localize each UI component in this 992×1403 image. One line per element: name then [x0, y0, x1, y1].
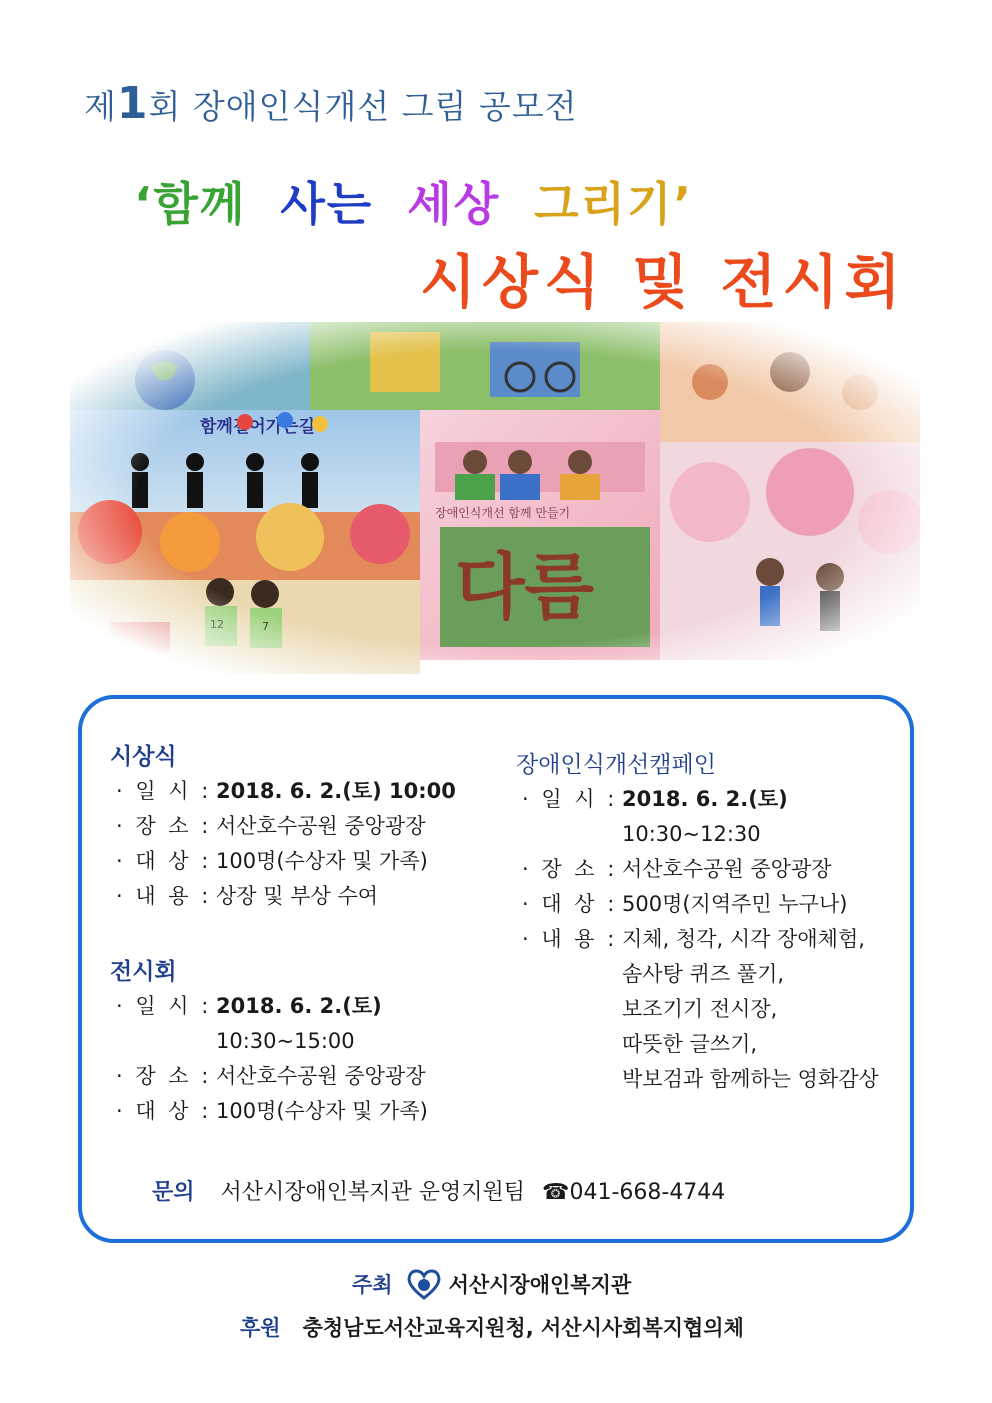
campaign-content-line: 따뜻한 글쓰기,: [622, 1032, 758, 1056]
exhibition-target-row: · 대 상 : 100명(수상자 및 가족): [116, 1099, 428, 1123]
campaign-content-line: 박보검과 함께하는 영화감상: [622, 1067, 879, 1091]
contact-label: 문의: [152, 1180, 195, 1205]
exhibition-details: [116, 989, 428, 1129]
campaign-place-row: · 장 소 : 서산호수공원 중앙광장: [522, 857, 832, 881]
exhibition-time-row: 10:30~15:00: [216, 1029, 355, 1053]
sponsor-label: 후원: [240, 1316, 281, 1340]
contact-phone[interactable]: 041-668-4744: [569, 1180, 726, 1205]
sponsor-line: [240, 1312, 744, 1342]
phone-icon: ☎: [542, 1180, 570, 1205]
award-date-row: · 일 시 : 2018. 6. 2.(토) 10:00: [116, 779, 456, 803]
campaign-time-row: 10:30~12:30: [622, 822, 761, 846]
host-label: 주최: [352, 1273, 393, 1297]
campaign-content-row: · 내 용 : 지체, 청각, 시각 장애체험,: [522, 927, 865, 951]
host-line: [352, 1268, 631, 1300]
campaign-date-row: · 일 시 : 2018. 6. 2.(토): [522, 787, 788, 811]
campaign-target-row: · 대 상 : 500명(지역주민 누구나): [522, 892, 848, 916]
award-details: [116, 774, 456, 914]
campaign-content-line: 보조기기 전시장,: [622, 997, 778, 1021]
subtitle-word: 사는: [280, 177, 374, 231]
campaign-content-line: 솜사탕 퀴즈 풀기,: [622, 962, 785, 986]
contact-org: 서산시장애인복지관 운영지원팀: [220, 1180, 526, 1205]
sponsor-orgs: 충청남도서산교육지원청, 서산시사회복지협의체: [302, 1316, 744, 1340]
award-target-row: · 대 상 : 100명(수상자 및 가족): [116, 849, 428, 873]
event-heading: 제1회 장애인식개선 그림 공모전: [84, 78, 578, 129]
award-content-row: · 내 용 : 상장 및 부상 수여: [116, 884, 379, 908]
exhibition-place-row: · 장 소 : 서산호수공원 중앙광장: [116, 1064, 426, 1088]
heart-logo-icon: [407, 1268, 441, 1300]
event-subtitle: [134, 168, 709, 234]
exhibition-section-title: 전시회: [110, 959, 177, 985]
subtitle-word: ‘함께: [134, 177, 247, 231]
main-title: 시상식 및 전시회: [420, 248, 907, 316]
campaign-section-title: 장애인식개선캠페인: [516, 752, 716, 778]
contact-line: [152, 1175, 725, 1206]
award-section-title: 시상식: [110, 744, 177, 770]
host-org: 서산시장애인복지관: [448, 1273, 632, 1297]
award-place-row: · 장 소 : 서산호수공원 중앙광장: [116, 814, 426, 838]
exhibition-date-row: · 일 시 : 2018. 6. 2.(토): [116, 994, 382, 1018]
subtitle-word: 세상: [407, 177, 501, 231]
subtitle-word: 그리기’: [534, 177, 693, 231]
painting-collage: [70, 322, 920, 674]
campaign-details: [522, 782, 879, 1097]
